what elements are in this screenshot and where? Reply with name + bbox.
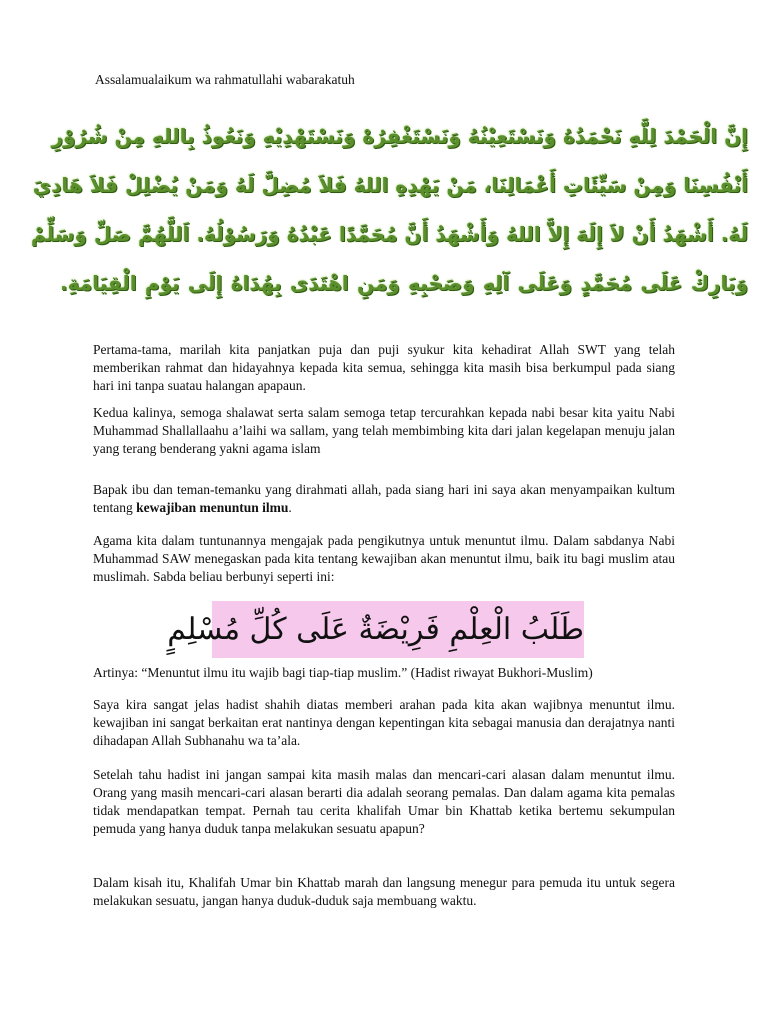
arabic-line-2: أَنْفُسِنَا وَمِنْ سَيِّئَاتِ أَعْمَالِنَا، مَنْ يَهْدِهِ اللهُ فَلاَ مُضِلَّ لَهُ وَمَنْ يُضْلِلْ فَلاَ هَادِيَ — [32, 173, 748, 197]
paragraph-shalawat — [93, 404, 675, 458]
paragraph-religion-teaching — [93, 532, 675, 586]
paragraph-text-lead: Bapak ibu dan teman-temanku yang dirahmati allah, pada siang hari ini saya akan menyampaikan kultum tentang — [93, 482, 675, 515]
paragraph-text-end: . — [288, 500, 292, 515]
arabic-opening-prayer — [30, 112, 748, 308]
paragraph-text: Dalam kisah itu, Khalifah Umar bin Khattab marah dan langsung menegur para pemuda itu untuk segera melakukan sesuatu, jangan hanya duduk-duduk saja membuang waktu. — [93, 875, 675, 908]
paragraph-hadith-meaning — [93, 664, 675, 682]
paragraph-text: Kedua kalinya, semoga shalawat serta salam semoga tetap tercurahkan kepada nabi besar kita yaitu Nabi Muhammad Shallallaahu a’laihi wa sallam, yang telah membimbing kita dari jalan kegelapan menuju jalan yang terang benderang yakni agama islam — [93, 405, 675, 456]
paragraph-opening-praise — [93, 341, 675, 395]
arabic-line-1: إِنَّ الْحَمْدَ لِلَّهِ نَحْمَدُهُ وَنَسْتَعِيْنُهُ وَنَسْتَغْفِرُهْ وَنَسْتَهْدِيْهِ وَنَعُوذُ بِاللهِ مِنْ شُرُوْرِ — [51, 124, 748, 148]
paragraph-lazy-warning — [93, 766, 675, 838]
paragraph-umar-story — [93, 874, 675, 910]
greeting-text: Assalamualaikum wa rahmatullahi wabarakatuh — [95, 72, 355, 87]
hadith-arabic-highlight: طَلَبُ الْعِلْمِ فَرِيْضَةٌ عَلَى كُلِّ مُسْلِمٍ — [212, 601, 584, 658]
paragraph-text: Artinya: “Menuntut ilmu itu wajib bagi tiap-tiap muslim.” (Hadist riwayat Bukhori-Muslim) — [93, 665, 593, 680]
paragraph-text: Pertama-tama, marilah kita panjatkan puja dan puji syukur kita kehadirat Allah SWT yang telah memberikan rahmat dan hidayahnya kepada kita semua, sehingga kita masih bisa berkumpul pada siang hari ini tanpa suatau halangan apapaun. — [93, 342, 675, 393]
topic-bold-text: kewajiban menuntun ilmu — [136, 500, 289, 515]
paragraph-text — [93, 481, 675, 517]
paragraph-topic-intro — [93, 481, 675, 517]
paragraph-text: Setelah tahu hadist ini jangan sampai kita masih malas dan mencari-cari alasan dalam menuntut ilmu. Orang yang masih mencari-cari alasan berarti dia adalah seorang pemalas. Dan dalam agama kita pemalas tidak mendapatkan tempat. Pernah tau cerita khalifah Umar bin Khattab ketika bertemu sekumpulan pemuda yang hanya duduk tanpa melakukan sesuatu apapun? — [93, 767, 675, 836]
arabic-line-4: وَبَارِكْ عَلَى مُحَمَّدٍ وَعَلَى آلِهِ وَصَحْبِهِ وَمَنِ اهْتَدَى بِهُدَاهُ إِلَى يَوْمِ الْقِيَامَةِ. — [60, 271, 748, 295]
paragraph-hadith-explanation — [93, 696, 675, 750]
paragraph-text: Saya kira sangat jelas hadist shahih diatas memberi arahan pada kita akan wajibnya menuntut ilmu. kewajiban ini sangat berkaitan erat nantinya dengan kepentingan kita sebagai manusia dan derajatnya nanti dihadapan Allah Subhanahu wa ta’ala. — [93, 697, 675, 748]
paragraph-text: Agama kita dalam tuntunannya mengajak pada pengikutnya untuk menuntut ilmu. Dalam sabdanya Nabi Muhammad SAW menegaskan pada kita tentang kewajiban akan menuntut ilmu, baik itu bagi muslim atau muslimah. Sabda beliau berbunyi seperti ini: — [93, 533, 675, 584]
arabic-line-3: لَهُ. أَشْهَدُ أَنْ لاَ إِلَهَ إِلاَّ اللهُ وَأَشْهَدُ أَنَّ مُحَمَّدًا عَبْدُهُ وَرَسُوْلُهُ. اَللَّهُمَّ صَلِّ وَسَلِّمْ — [30, 222, 748, 246]
